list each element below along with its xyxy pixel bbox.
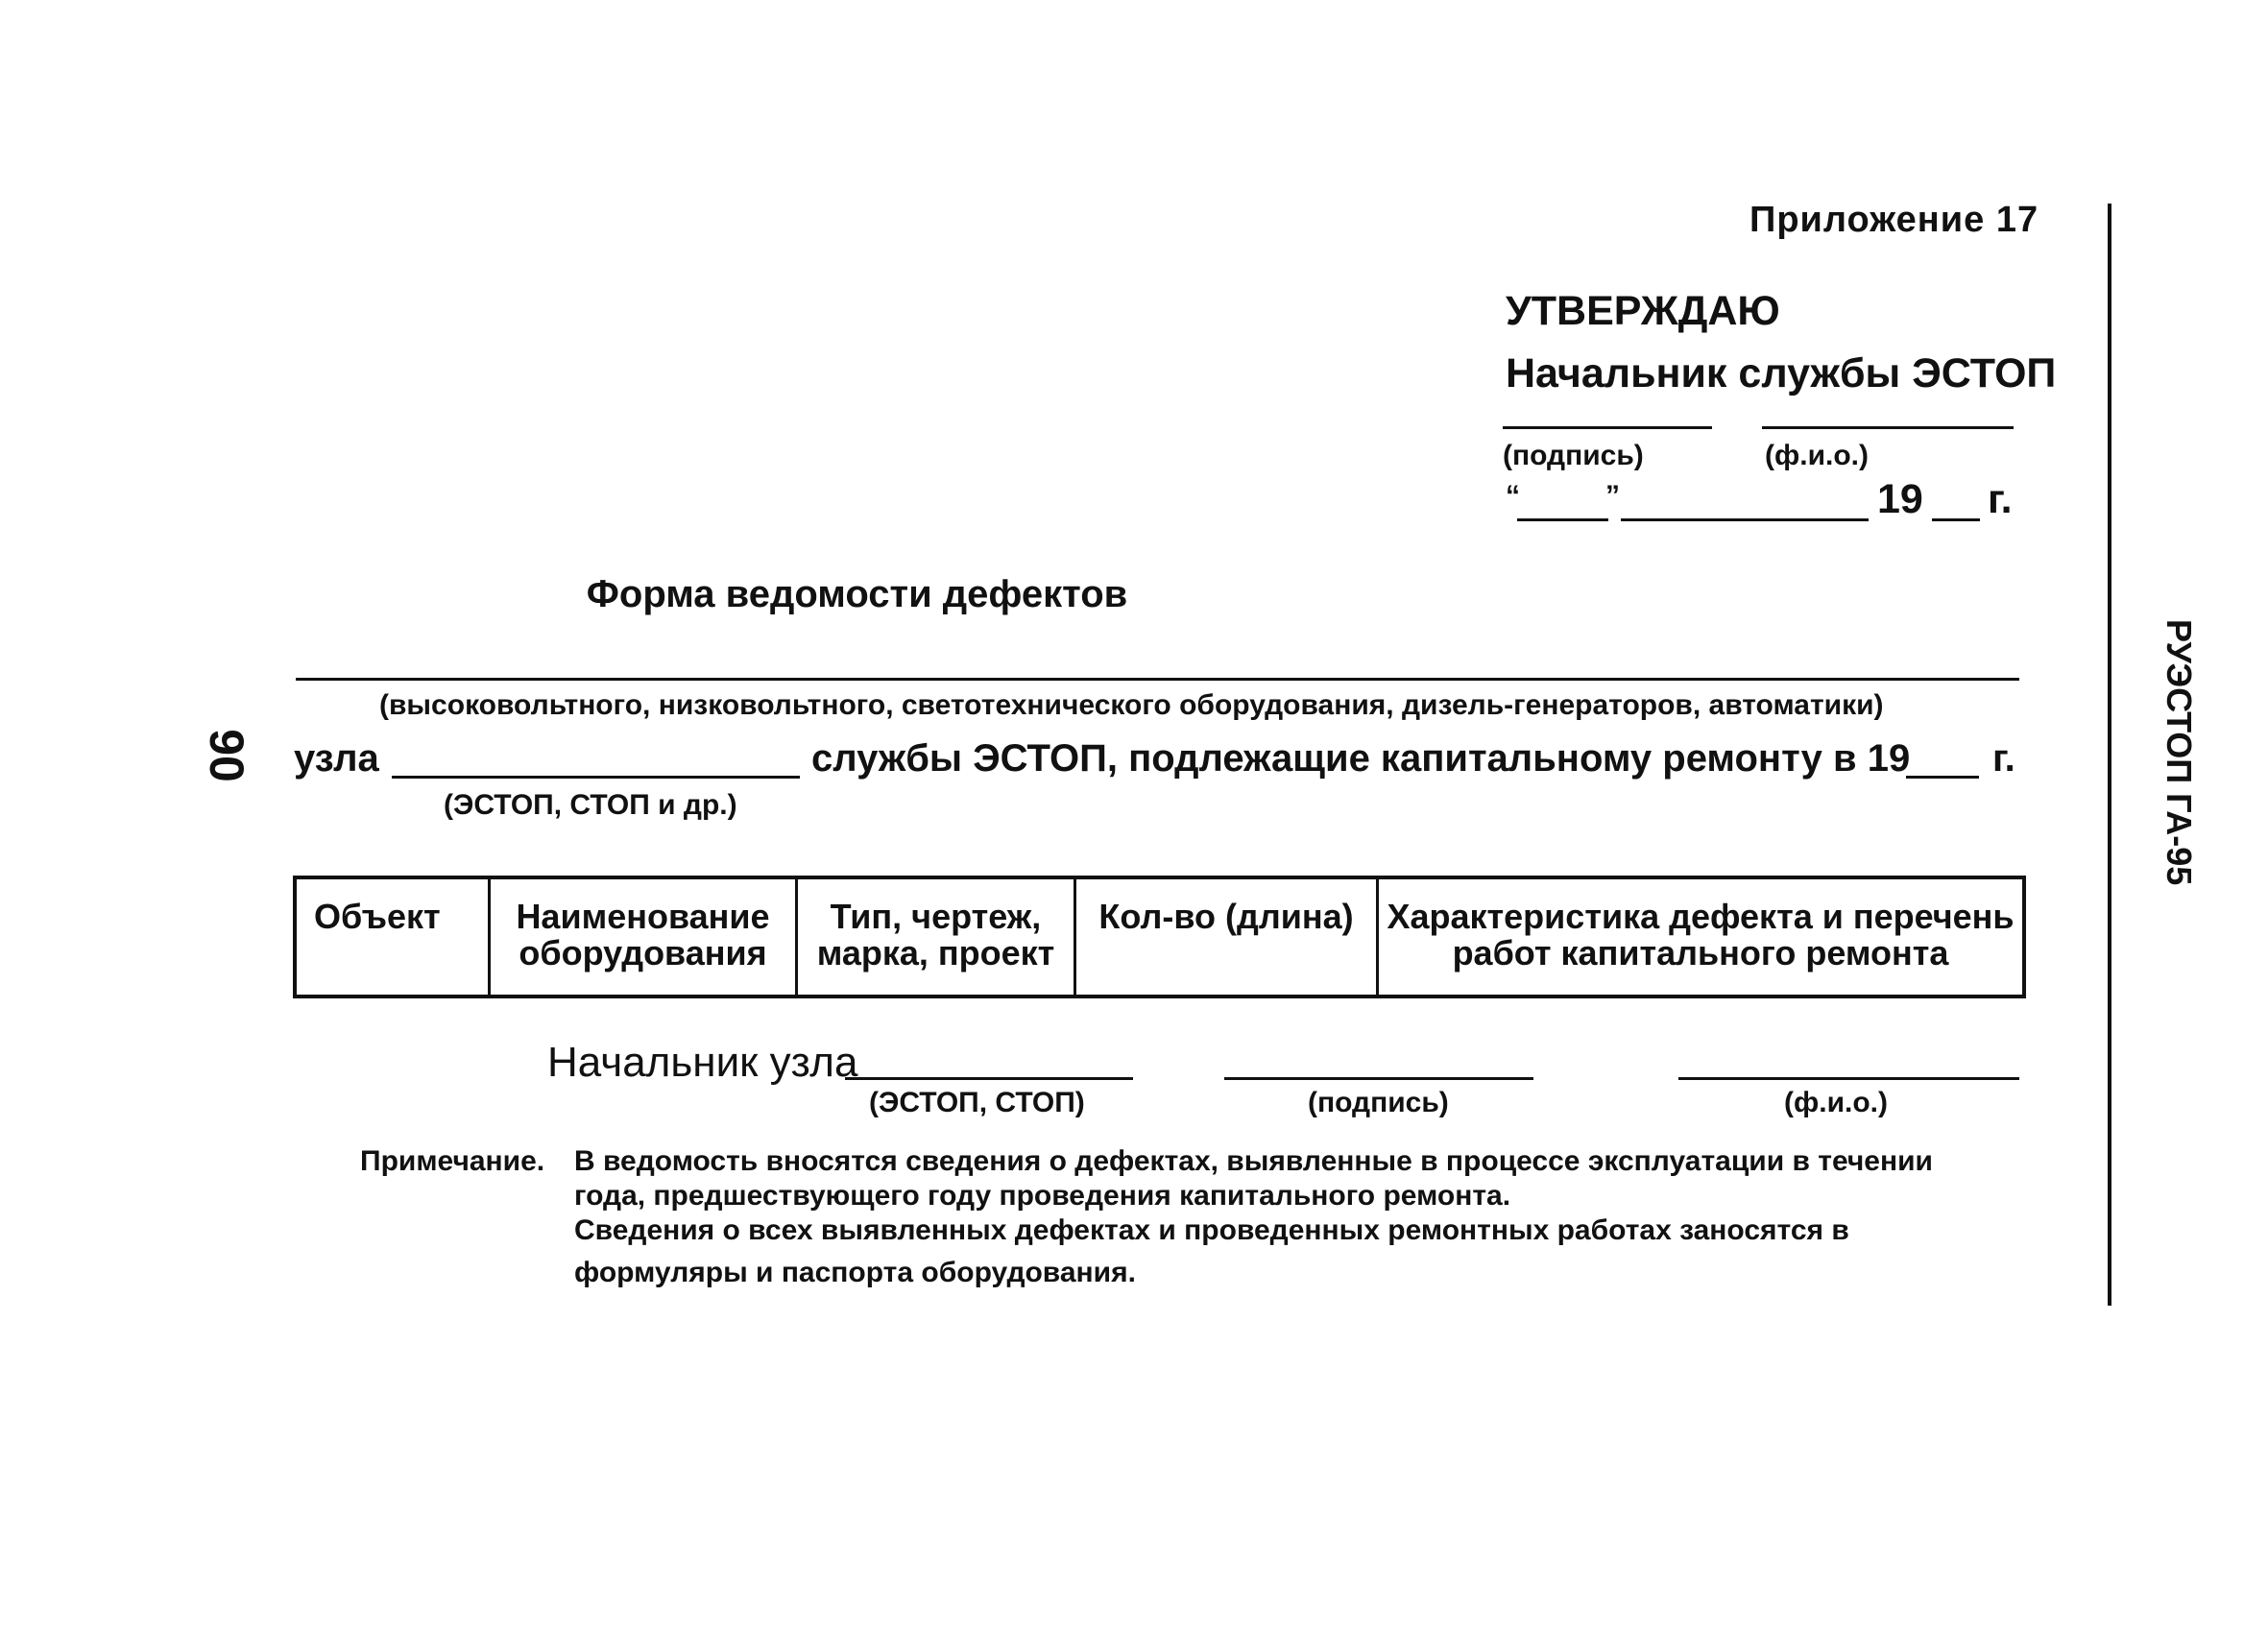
- date-month-line: [1621, 518, 1869, 521]
- unit-caption: (ЭСТОП, СТОП и др.): [444, 789, 737, 821]
- col-type-drawing: Тип, чертеж, марка, проект: [797, 877, 1075, 997]
- document-code: РУЭСТОП ГА-95: [2159, 619, 2199, 886]
- signature-line: [1503, 426, 1712, 429]
- equipment-caption: (высоковольтного, низковольтного, светотехнического оборудования, дизель-генераторов, автоматики): [379, 689, 1884, 721]
- appendix-label: Приложение 17: [1749, 200, 2039, 240]
- margin-rule: [2108, 204, 2111, 1306]
- name-line: [1762, 426, 2014, 429]
- date-year-prefix: 19: [1877, 476, 1923, 522]
- footer-unit-line: [845, 1077, 1133, 1080]
- footer-name-line: [1678, 1077, 2019, 1080]
- date-year-line: [1932, 518, 1980, 521]
- footer-signature-line: [1224, 1077, 1533, 1080]
- name-caption: (ф.и.о.): [1765, 440, 1870, 471]
- page-title: Форма ведомости дефектов: [586, 573, 1128, 615]
- unit-row-middle: службы ЭСТОП, подлежащие капитальному ремонту в 19: [811, 737, 1911, 780]
- page-number: 90: [199, 729, 253, 782]
- col-defect-description: Характеристика дефекта и перечень работ капитального ремонта: [1378, 877, 2025, 997]
- col-quantity: Кол-во (длина): [1075, 877, 1378, 997]
- date-quote-close: ”: [1605, 480, 1620, 512]
- note-line-4: формуляры и паспорта оборудования.: [574, 1257, 1136, 1288]
- date-quote-open: “: [1506, 480, 1520, 512]
- footer-unit-caption: (ЭСТОП, СТОП): [869, 1087, 1085, 1118]
- unit-row-suffix: г.: [1992, 737, 2015, 780]
- approve-heading: УТВЕРЖДАЮ: [1506, 288, 1780, 334]
- equipment-line: [296, 678, 2019, 681]
- signature-caption: (подпись): [1503, 440, 1644, 471]
- footer-signature-label: Начальник узла: [547, 1039, 858, 1086]
- unit-label: узла: [294, 737, 379, 780]
- note-line-2: года, предшествующего году проведения капитального ремонта.: [574, 1180, 1511, 1212]
- note-line-3: Сведения о всех выявленных дефектах и проведенных ремонтных работах заносятся в: [574, 1214, 1849, 1246]
- note-line-1: В ведомость вносятся сведения о дефектах, выявленные в процессе эксплуатации в течении: [574, 1145, 1933, 1177]
- footer-signature-caption: (подпись): [1308, 1087, 1449, 1118]
- unit-name-line: [392, 776, 800, 779]
- defects-table: [293, 876, 2026, 998]
- col-object: Объект: [295, 877, 490, 997]
- note-label: Примечание.: [360, 1145, 545, 1177]
- unit-year-line: [1906, 776, 1979, 779]
- date-year-suffix: г.: [1988, 476, 2013, 522]
- date-day-line: [1517, 518, 1608, 521]
- col-equipment-name: Наименование оборудования: [490, 877, 797, 997]
- table-header-row: [295, 877, 2024, 997]
- approver-position: Начальник службы ЭСТОП: [1506, 350, 2057, 396]
- footer-name-caption: (ф.и.о.): [1784, 1087, 1889, 1118]
